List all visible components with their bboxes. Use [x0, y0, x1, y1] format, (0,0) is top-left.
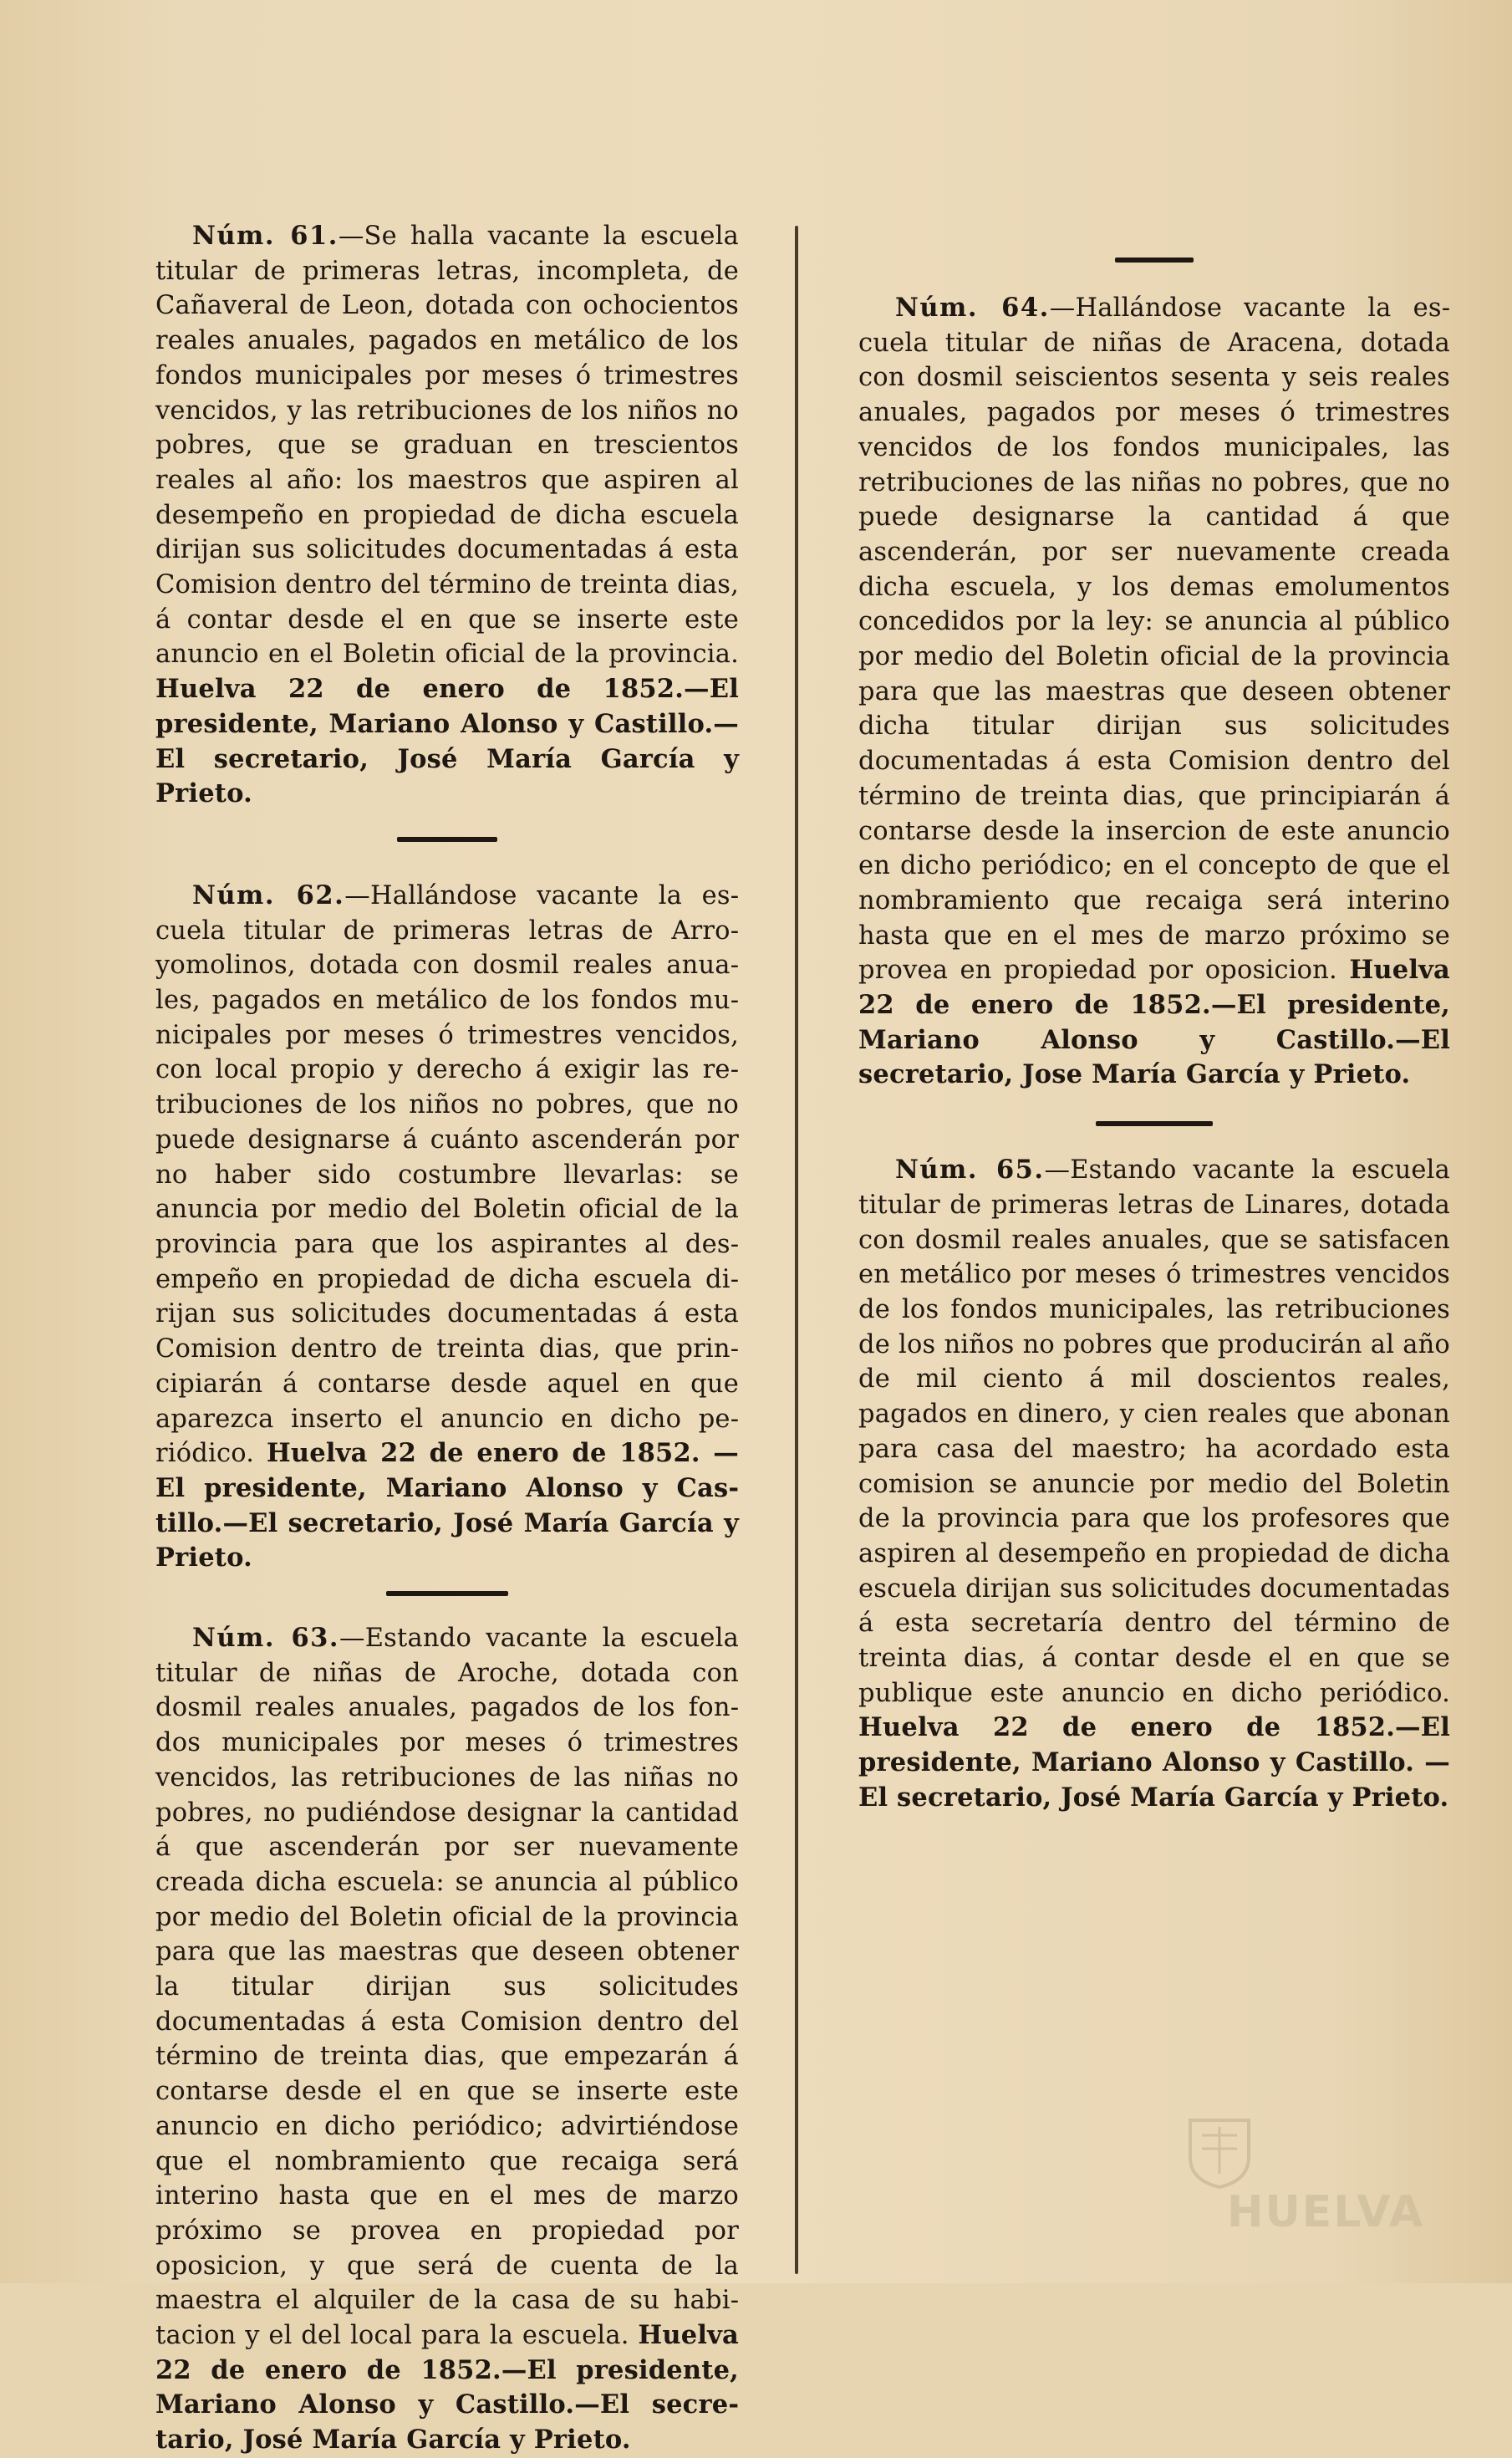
notice-body: —Hallándose vacante la escuela titular de niñas de Aracena, dotada con dosmil seiscientos sesenta y seis reales anuales, pagados por meses ó trimestres vencidos de los fondos municipales, las retribuciones de las niñas no pobres, que no puede designarse la cantidad á que ascenderán, por ser nuevamente creada dicha escuela, y los demas emolumentos concedidos por la ley: se anuncia al público por medio del Boletin oficial de la provincia para que las maestras que deseen obtener dicha titular dirijan sus solicitudes documentadas á esta Comision dentro del término de treinta dias, que principiarán á contarse desde la insercion de este anuncio en dicho periódico; en el concepto de que el nombramiento que recaiga será interino hasta que en el mes de marzo próximo se provea en propiedad por oposicion. [858, 293, 1450, 986]
notice-signature: Huelva 22 de enero de 1852.—El presidente, Mariano Alonso y Castillo. —El secretario, José María García y Prieto. [858, 1712, 1450, 1813]
notice-number: Núm. 63. [192, 1623, 340, 1654]
notice-signature: Huelva 22 de enero de 1852.—El presidente, Mariano Alonso y Castillo.—El secretario, Jose María García y Prieto. [858, 955, 1450, 1090]
section-divider [1096, 1121, 1213, 1126]
notice-64 [858, 291, 1450, 1093]
watermark: HUELVA [1227, 2187, 1425, 2237]
notice-number: Núm. 61. [192, 221, 339, 251]
section-divider [386, 1591, 508, 1596]
notice-number: Núm. 65. [895, 1155, 1045, 1186]
notice-65 [858, 1153, 1450, 1815]
left-column [155, 219, 739, 2458]
notice-body: —Hallándose vacante la escuela titular de primeras letras de Arroyomolinos, dotada con dosmil reales anuales, pagados en metálico de los fondos municipales por meses ó trimestres vencidos, con local propio y derecho á exigir las retribuciones de los niños no pobres, que no puede designarse á cuánto ascenderán por no haber sido costumbre llevarlas: se anuncia por medio del Boletin oficial de la provincia para que los aspirantes al desempeño en propiedad de dicha escuela dirijan sus solicitudes documentadas á esta Comision dentro de treinta dias, que principiarán á contarse desde aquel en que aparezca inserto el anuncio en dicho periódico. [155, 880, 739, 1469]
notice-number: Núm. 62. [192, 880, 345, 910]
notice-body: —Se halla vacante la escuela titular de primeras letras, incompleta, de Cañaveral de Leon, dotada con ochocientos reales anuales, pagados en metálico de los fondos municipales por meses ó trimestres vencidos, y las retribuciones de los niños no pobres, que se graduan en trescientos reales al año: los maestros que aspiren al desempeño en propiedad de dicha escuela dirijan sus solicitudes documentadas á esta Comision dentro del término de treinta dias, á contar desde el en que se inserte este anuncio en el Boletin oficial de la provincia. [155, 222, 739, 670]
section-divider [397, 837, 497, 842]
notice-63 [155, 1621, 739, 2458]
notice-signature: Huelva 22 de enero de 1852. —El presidente, Mariano Alonso y Castillo.—El secretario, José María García y Prieto. [155, 1438, 740, 1573]
notice-number: Núm. 64. [895, 293, 1050, 323]
notice-signature: Huelva 22 de enero de 1852.—El presidente, Mariano Alonso y Castillo.—El secretario, José María García y Prieto. [155, 674, 739, 809]
notice-body: —Estando vacante la escuela titular de primeras letras de Linares, dotada con dosmil reales anuales, que se satisfacen en metálico por meses ó trimestres vencidos de los fondos municipales, las retribuciones de los niños no pobres que producirán al año de mil ciento á mil doscientos reales, pagados en dinero, y cien reales que abonan para casa del maestro; ha acordado esta comision se anuncie por medio del Boletin de la provincia para que los profesores que aspiren al desempeño en propiedad de dicha escuela dirijan sus solicitudes documentadas á esta secretaría dentro del término de treinta dias, á contar desde el en que se publique este anuncio en dicho periódico. [858, 1155, 1450, 1708]
notice-body: —Estando vacante la escuela titular de niñas de Aroche, dotada con dosmil reales anuales, pagados de los fondos municipales por meses ó trimestres vencidos, las retribuciones de las niñas no pobres, no pudiéndose designar la cantidad á que ascenderán por ser nuevamente creada dicha escuela: se anuncia al público por medio del Boletin oficial de la provincia para que las maestras que deseen obtener la titular dirijan sus solicitudes documentadas á esta Comision dentro del término de treinta dias, que empezarán á contarse desde el en que se inserte este anuncio en dicho periódico; advirtiéndose que el nombramiento que recaiga será interino hasta que en el mes de marzo próximo se provea en propiedad por oposicion, y que será de cuenta de la maestra el alquiler de la casa de su habitacion y el del local para la escuela. [155, 1624, 739, 2351]
notice-signature: Huelva 22 de enero de 1852.—El presidente, Mariano Alonso y Castillo.—El secretario, José María García y Prieto. [155, 2320, 739, 2455]
right-column [858, 221, 1450, 1816]
notice-61 [155, 219, 739, 812]
section-divider [1115, 258, 1194, 263]
notice-62 [155, 879, 739, 1576]
crest-icon [1185, 2115, 1254, 2190]
column-rule [795, 226, 798, 2274]
